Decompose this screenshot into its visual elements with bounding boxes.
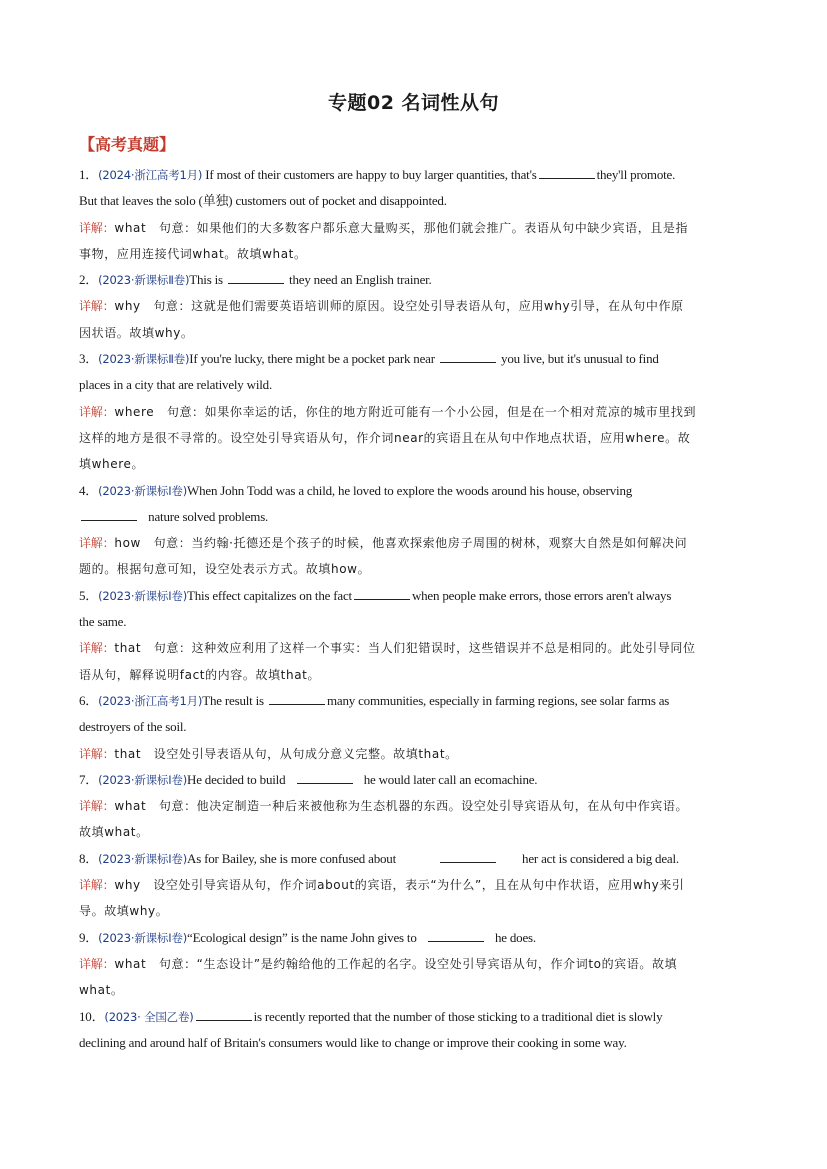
question-source: (2023·新课标Ⅰ卷) (98, 483, 187, 498)
question-line (79, 609, 749, 635)
question-line (79, 583, 749, 609)
question-line (79, 504, 749, 530)
answer-label: 详解： (79, 536, 115, 551)
answer-explanation: 这样的地方是很不寻常的。设空处引导宾语从句，作介词near的宾语且在从句中作地点状语，应用where。故 (79, 430, 691, 445)
answer-line (79, 399, 749, 425)
question-line (79, 478, 749, 504)
answer-explanation: 填where。 (79, 457, 145, 472)
question-text: If most of their customers are happy to buy larger quantities, that's (205, 167, 537, 182)
question-line (79, 688, 749, 714)
question-number: 1． (79, 167, 99, 182)
answer-label: 详解： (79, 878, 115, 893)
question-line (79, 714, 749, 740)
question-line (79, 925, 749, 951)
question-line (79, 346, 749, 372)
answer-blank (354, 587, 410, 600)
answer-explanation: 故填what。 (79, 825, 149, 840)
answer-explanation: 事物，应用连接代词what。故填what。 (79, 246, 307, 261)
answer-line (79, 819, 749, 845)
answer-blank (440, 350, 496, 363)
question-source: (2023· 全国乙卷) (104, 1009, 194, 1024)
answer-line (79, 872, 749, 898)
question-source: (2023·新课标Ⅰ卷) (98, 588, 187, 603)
question-source: (2024·浙江高考1月) (98, 168, 203, 182)
section-heading: 【高考真题】 (79, 135, 176, 154)
question-text: As for Bailey, she is more confused about (187, 850, 397, 866)
answer-label: 详解： (79, 299, 115, 314)
question-text: he would later call an ecomachine. (363, 771, 538, 787)
question-text: But that leaves the solo (单独) customers out of pocket and disappointed. (79, 193, 447, 209)
answer-explanation: that 句意：这种效应利用了这样一个事实：当人们犯错误时，这些错误并不总是相同的。此处引导同位 (114, 641, 696, 656)
question-line (79, 162, 749, 188)
question-text: he does. (494, 929, 536, 945)
question-text: When John Todd was a child, he loved to explore the woods around his house, observing (187, 482, 633, 498)
question-text: nature solved problems. (148, 508, 269, 524)
question-text: declining and around half of Britain's consumers would like to change or improve their cooking in some way. (79, 1034, 627, 1050)
question-text: they'll promote. (596, 167, 676, 182)
question-text: If you're lucky, there might be a pocket park near (189, 351, 435, 367)
question-line (79, 1030, 749, 1056)
answer-blank (539, 166, 595, 179)
answer-line (79, 215, 749, 241)
answer-line (79, 662, 749, 688)
page-title: 专题02 名词性从句 (327, 92, 500, 114)
question-text: destroyers of the soil. (79, 719, 187, 735)
answer-explanation: 题的。根据句意可知，设空处表示方式。故填how。 (79, 562, 371, 577)
answer-explanation: what 句意：如果他们的大多数客户都乐意大量购买，那他们就会推广。表语从句中缺少宾语，且是指 (114, 220, 689, 235)
question-line (79, 1004, 749, 1030)
answer-explanation: what。 (79, 983, 124, 998)
answer-blank (428, 929, 484, 942)
answer-blank (297, 771, 353, 784)
answer-explanation: what 句意：“生态设计”是约翰给他的工作起的名字。设空处引导宾语从句，作介词to的宾语。故填 (114, 956, 678, 971)
question-text: is recently reported that the number of those sticking to a traditional diet is slowly (253, 1008, 663, 1024)
answer-line (79, 977, 749, 1003)
answer-line (79, 556, 749, 582)
question-line (79, 767, 749, 793)
answer-explanation: what 句意：他决定制造一种后来被他称为生态机器的东西。设空处引导宾语从句，在从句中作宾语。 (114, 799, 689, 814)
question-line (79, 846, 749, 872)
question-text: they need an English trainer. (289, 272, 432, 288)
question-text: places in a city that are relatively wild. (79, 377, 273, 393)
answer-label: 详解： (79, 746, 115, 761)
answer-blank (228, 271, 284, 284)
question-text: “Ecological design” is the name John gives to (187, 929, 417, 945)
question-number: 5． (79, 587, 99, 603)
question-text: the same. (79, 614, 127, 630)
answer-line (79, 451, 749, 477)
answer-line (79, 741, 749, 767)
answer-line (79, 293, 749, 319)
question-source: (2023·新课标Ⅰ卷) (98, 772, 187, 787)
answer-explanation: 因状语。故填why。 (79, 325, 194, 340)
answer-label: 详解： (79, 404, 115, 419)
question-text: when people make errors, those errors aren't always (411, 587, 672, 603)
answer-explanation: why 设空处引导宾语从句，作介词about的宾语，表示“为什么”，且在从句中作状语，应用why来引 (114, 878, 685, 893)
answer-blank (269, 692, 325, 705)
answer-line (79, 530, 749, 556)
question-number: 7． (79, 771, 99, 787)
answer-explanation: where 句意：如果你幸运的话，你住的地方附近可能有一个小公园，但是在一个相对荒凉的城市里找到 (114, 404, 697, 419)
answer-line (79, 793, 749, 819)
question-number: 4． (79, 482, 99, 498)
answer-line (79, 898, 749, 924)
question-number: 2． (79, 272, 99, 288)
question-source: (2023·新课标Ⅰ卷) (98, 851, 187, 866)
question-text: you live, but it's unusual to find (501, 351, 659, 367)
question-number: 8． (79, 850, 99, 866)
answer-blank (81, 508, 137, 521)
answer-explanation: how 句意：当约翰·托德还是个孩子的时候，他喜欢探索他房子周围的树林，观察大自然是如何解决问 (114, 536, 688, 551)
answer-label: 详解： (79, 956, 115, 971)
answer-explanation: why 句意：这就是他们需要英语培训师的原因。设空处引导表语从句，应用why引导，在从句中作原 (114, 299, 684, 314)
question-text: many communities, especially in farming regions, see solar farms as (326, 692, 670, 708)
question-list (79, 162, 749, 1056)
question-source: (2023·新课标Ⅱ卷) (98, 352, 190, 367)
answer-line (79, 241, 749, 267)
answer-explanation: 语从句，解释说明fact的内容。故填that。 (79, 667, 321, 682)
answer-blank (440, 850, 496, 863)
answer-explanation: 导。故填why。 (79, 904, 169, 919)
question-source: (2023·新课标Ⅱ卷) (98, 273, 190, 288)
answer-line (79, 425, 749, 451)
answer-label: 详解： (79, 220, 115, 235)
answer-explanation: that 设空处引导表语从句，从句成分意义完整。故填that。 (114, 746, 458, 761)
question-source: (2023·新课标Ⅰ卷) (98, 930, 187, 945)
answer-line (79, 951, 749, 977)
question-text: The result is (202, 692, 264, 708)
question-text: This is (189, 272, 223, 288)
question-text: This effect capitalizes on the fact (187, 587, 352, 603)
question-number: 6． (79, 692, 99, 708)
question-number: 10． (79, 1008, 105, 1024)
question-text: her act is considered a big deal. (522, 850, 679, 866)
answer-label: 详解： (79, 799, 115, 814)
question-number: 9． (79, 929, 99, 945)
question-line (79, 372, 749, 398)
question-text: He decided to build (187, 771, 286, 787)
answer-blank (196, 1008, 252, 1021)
question-line (79, 188, 749, 214)
answer-line (79, 635, 749, 661)
answer-line (79, 320, 749, 346)
question-source: (2023·浙江高考1月) (98, 693, 203, 708)
answer-label: 详解： (79, 641, 115, 656)
question-number: 3． (79, 351, 99, 367)
question-line (79, 267, 749, 293)
